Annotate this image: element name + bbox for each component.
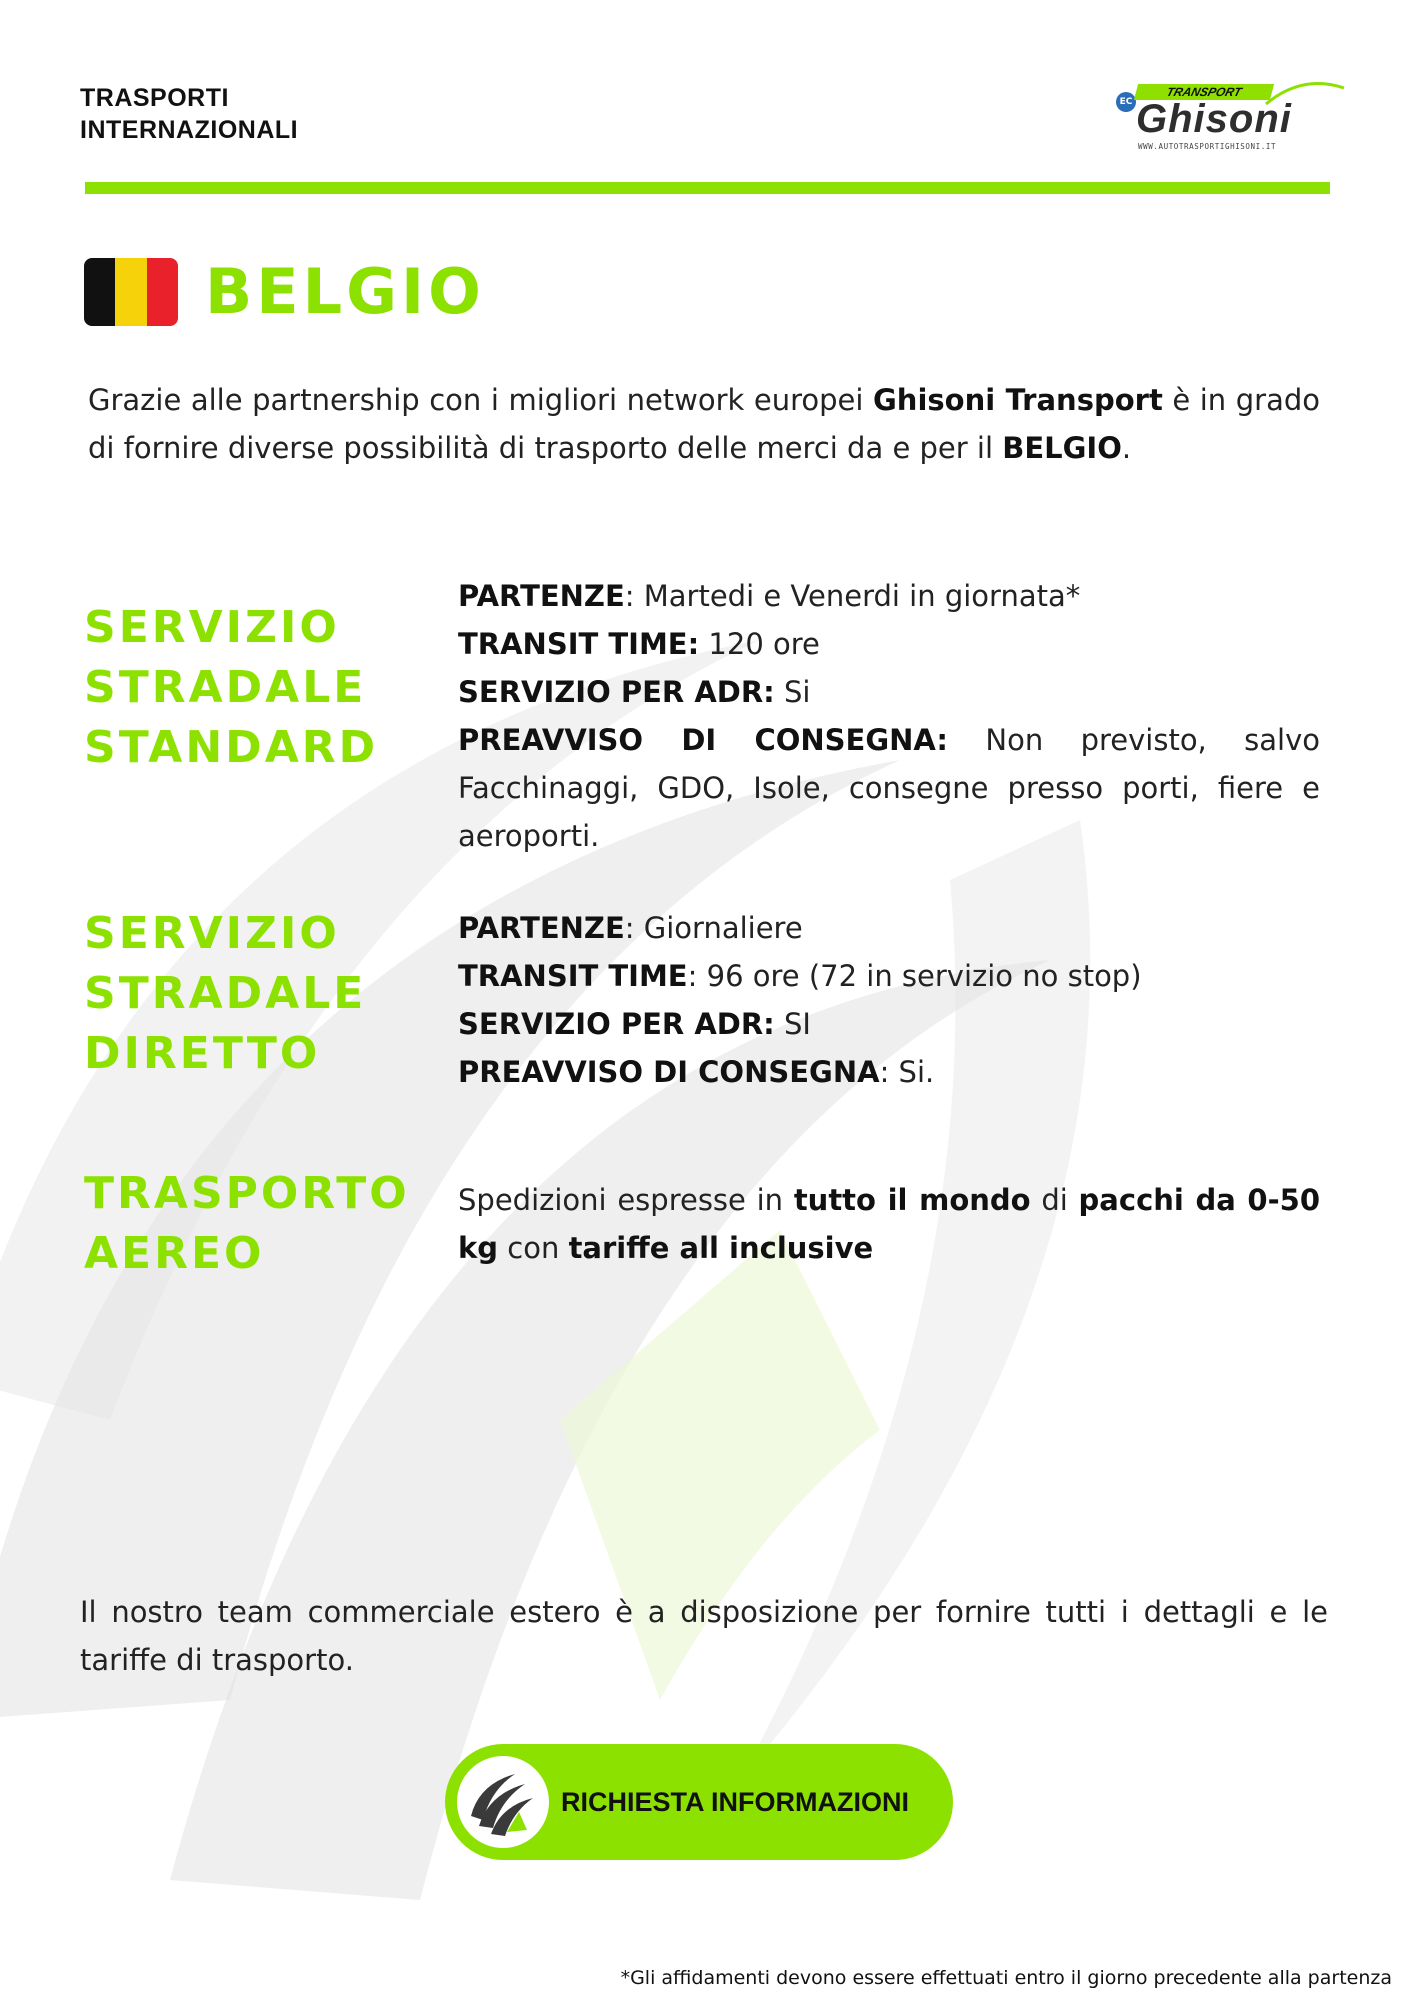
logo-tag: TRANSPORT xyxy=(1134,84,1274,100)
logo-badge: EC xyxy=(1116,92,1136,112)
service-title-line: SERVIZIO xyxy=(84,908,340,959)
service-title-line: SERVIZIO xyxy=(84,602,340,653)
service-title-line: DIRETTO xyxy=(84,1028,321,1079)
preavviso-value: Non previsto, salvo Facchinaggi, GDO, Isole, consegne presso porti, fiere e aeroporti. xyxy=(458,723,1320,853)
intro-text-3: . xyxy=(1121,431,1132,465)
aereo-text-3: con xyxy=(498,1231,569,1265)
service-standard-details xyxy=(458,572,1320,860)
transit-value: : 96 ore (72 in servizio no stop) xyxy=(687,959,1142,993)
partenze-row xyxy=(458,572,1320,620)
preavviso-value: : Si. xyxy=(879,1055,935,1089)
service-standard-title xyxy=(84,598,424,778)
preavviso-label: PREAVVISO DI CONSEGNA xyxy=(458,1055,880,1089)
logo-website: WWW.AUTOTRASPORTIGHISONI.IT xyxy=(1138,142,1277,151)
intro-company: Ghisoni Transport xyxy=(873,383,1163,417)
intro-paragraph xyxy=(88,376,1320,472)
section-label: TRASPORTI INTERNAZIONALI xyxy=(80,84,299,144)
partenze-value: : Martedi e Venerdi in giornata* xyxy=(624,579,1081,613)
partenze-label: PARTENZE xyxy=(458,579,625,613)
ghisoni-logo xyxy=(1112,80,1342,160)
belgium-flag-icon xyxy=(84,258,178,326)
adr-label: SERVIZIO PER ADR: xyxy=(458,675,775,709)
footnote: *Gli affidamenti devono essere effettuati entro il giorno precedente alla partenza xyxy=(620,1967,1392,1989)
partenze-row xyxy=(458,904,1320,952)
service-aereo-title xyxy=(84,1164,484,1284)
transit-label: TRANSIT TIME: xyxy=(458,627,700,661)
preavviso-row xyxy=(458,1048,1320,1096)
adr-value: SI xyxy=(774,1007,811,1041)
transit-label: TRANSIT TIME xyxy=(458,959,688,993)
aereo-bold-1: tutto il mondo xyxy=(793,1183,1031,1217)
logo-brand: Ghisoni xyxy=(1136,97,1292,141)
aereo-text-2: di xyxy=(1030,1183,1079,1217)
service-title-line: AEREO xyxy=(84,1228,265,1279)
aereo-bold-3: tariffe all inclusive xyxy=(568,1231,874,1265)
service-title-line: TRASPORTO xyxy=(84,1168,410,1219)
partenze-value: : Giornaliere xyxy=(624,911,803,945)
flag-stripe-yellow xyxy=(115,258,146,326)
service-title-line: STRADALE xyxy=(84,662,367,713)
intro-text-2: è in grado di fornire diverse possibilità di trasporto delle merci da e per il xyxy=(88,383,1320,465)
closing-paragraph: Il nostro team commerciale estero è a disposizione per fornire tutti i dettagli e le tariffe di trasporto. xyxy=(80,1595,1328,1677)
transit-row xyxy=(458,620,1320,668)
preavviso-row xyxy=(458,716,1320,860)
transit-row xyxy=(458,952,1320,1000)
service-title-line: STRADALE xyxy=(84,968,367,1019)
adr-label: SERVIZIO PER ADR: xyxy=(458,1007,775,1041)
logo-swoosh-icon xyxy=(457,1756,549,1848)
transit-value: 120 ore xyxy=(699,627,820,661)
preavviso-label: PREAVVISO DI CONSEGNA: xyxy=(458,723,949,757)
request-info-label[interactable]: RICHIESTA INFORMAZIONI xyxy=(561,1787,909,1817)
adr-row xyxy=(458,1000,1320,1048)
flag-stripe-black xyxy=(84,258,115,326)
service-aereo-details xyxy=(458,1176,1320,1272)
adr-row xyxy=(458,668,1320,716)
aereo-text-1: Spedizioni espresse in xyxy=(458,1183,794,1217)
partenze-label: PARTENZE xyxy=(458,911,625,945)
intro-text-1: Grazie alle partnership con i migliori network europei xyxy=(88,383,873,417)
service-title-line: STANDARD xyxy=(84,722,379,773)
header-divider xyxy=(85,182,1330,194)
request-info-button[interactable] xyxy=(445,1744,953,1860)
intro-country: BELGIO xyxy=(1002,431,1122,465)
service-diretto-title xyxy=(84,904,424,1084)
country-title: BELGIO xyxy=(205,255,485,328)
service-diretto-details xyxy=(458,904,1320,1096)
flag-stripe-red xyxy=(147,258,178,326)
aereo-bold-2: pacchi da 0-50 kg xyxy=(458,1183,1320,1265)
adr-value: Si xyxy=(774,675,811,709)
